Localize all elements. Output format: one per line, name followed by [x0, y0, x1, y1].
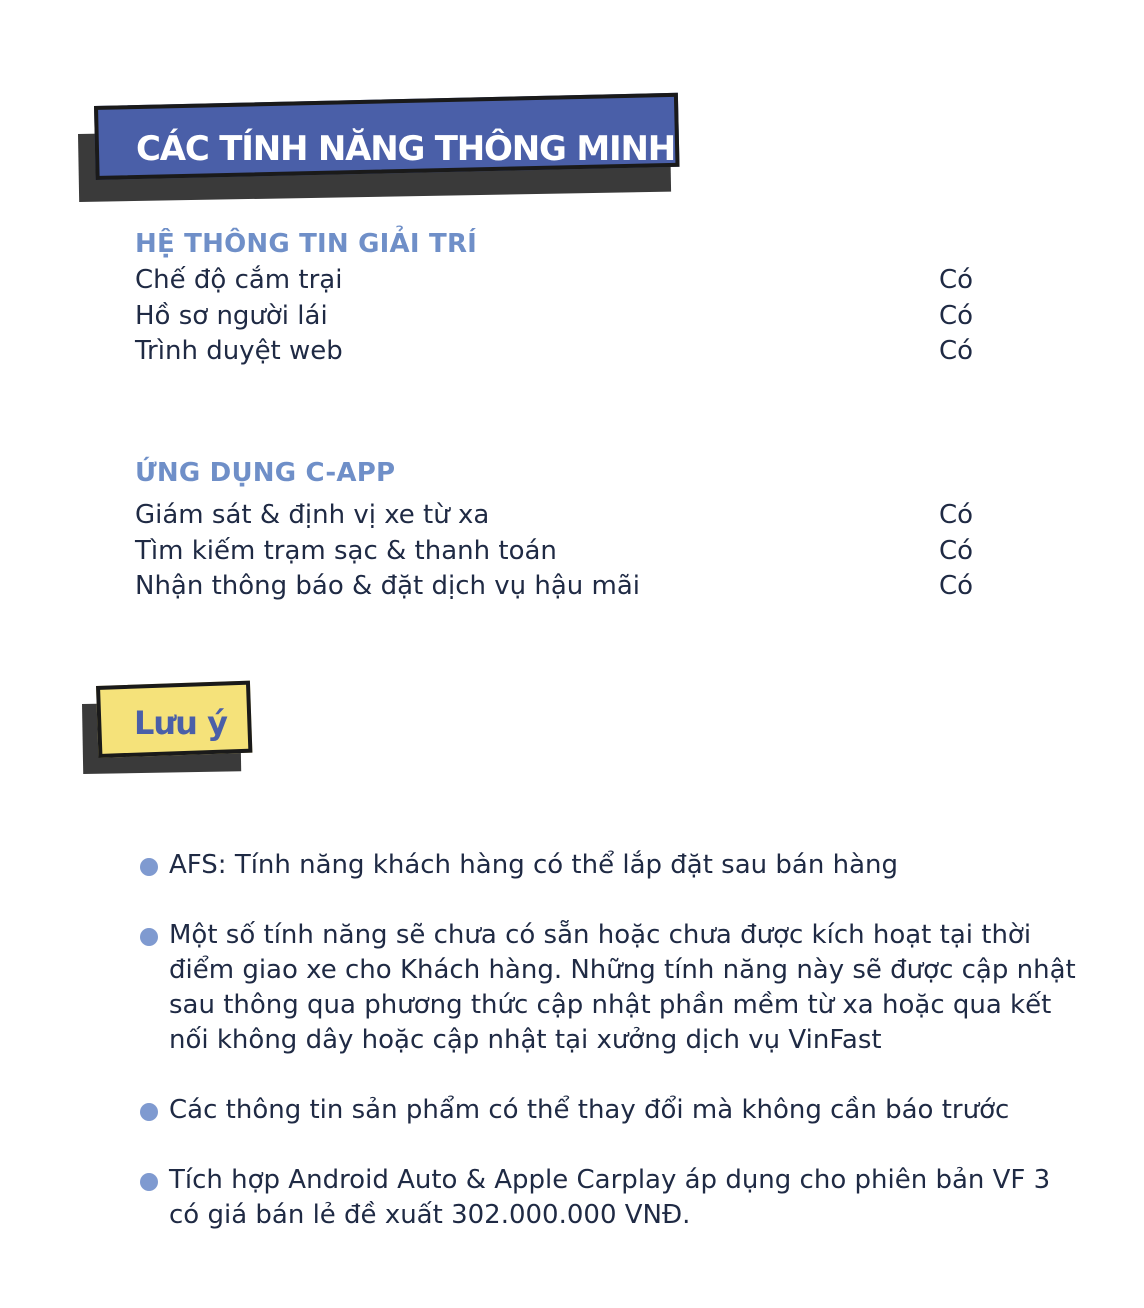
feature-row [135, 534, 995, 570]
list-item-text: Tích hợp Android Auto & Apple Carplay áp dụng cho phiên bản VF 3 có giá bán lẻ đề xuất 302.000.000 VNĐ. [169, 1165, 1051, 1230]
page-title: CÁC TÍNH NĂNG THÔNG MINH [136, 129, 675, 169]
feature-value: Có [939, 571, 974, 601]
feature-value: Có [939, 265, 974, 295]
note-list [138, 848, 1078, 1268]
bullet-dot-icon [140, 928, 158, 946]
feature-row [135, 334, 995, 370]
feature-name: Trình duyệt web [135, 336, 343, 366]
feature-row [135, 498, 995, 534]
feature-row [135, 569, 995, 605]
list-item-text: Các thông tin sản phẩm có thể thay đổi mà không cần báo trước [169, 1095, 1010, 1125]
feature-name: Hồ sơ người lái [135, 300, 328, 331]
list-item-text: Một số tính năng sẽ chưa có sẵn hoặc chưa được kích hoạt tại thời điểm giao xe cho Khách hàng. Những tính năng này sẽ được cập nhật sau thông qua phương thức cập nhật phần mềm từ xa hoặc qua kết nối không dây hoặc cập nhật tại xưởng dịch vụ VinFast [169, 920, 1076, 1055]
bullet-dot-icon [140, 858, 158, 876]
section-heading: ỨNG DỤNG C-APP [135, 458, 396, 488]
list-item [138, 918, 1078, 1058]
title-banner [78, 96, 688, 208]
list-item [138, 1163, 1078, 1233]
note-banner [80, 674, 260, 778]
list-item [138, 848, 1078, 883]
feature-name: Tìm kiếm trạm sạc & thanh toán [135, 535, 557, 566]
feature-value: Có [939, 300, 974, 331]
feature-name: Chế độ cắm trại [135, 265, 343, 295]
feature-value: Có [939, 500, 974, 530]
list-item [138, 1093, 1078, 1128]
feature-value: Có [939, 535, 974, 566]
bullet-dot-icon [140, 1103, 158, 1121]
bullet-dot-icon [140, 1173, 158, 1191]
section-heading: HỆ THÔNG TIN GIẢI TRÍ [135, 229, 478, 259]
feature-row [135, 299, 995, 335]
list-item-text: AFS: Tính năng khách hàng có thể lắp đặt sau bán hàng [169, 850, 898, 880]
section-infotainment [135, 227, 995, 370]
section-c-app [135, 456, 995, 605]
feature-row [135, 263, 995, 299]
feature-value: Có [939, 336, 974, 366]
feature-name: Giám sát & định vị xe từ xa [135, 500, 490, 530]
feature-name: Nhận thông báo & đặt dịch vụ hậu mãi [135, 571, 641, 601]
note-label: Lưu ý [134, 704, 227, 742]
